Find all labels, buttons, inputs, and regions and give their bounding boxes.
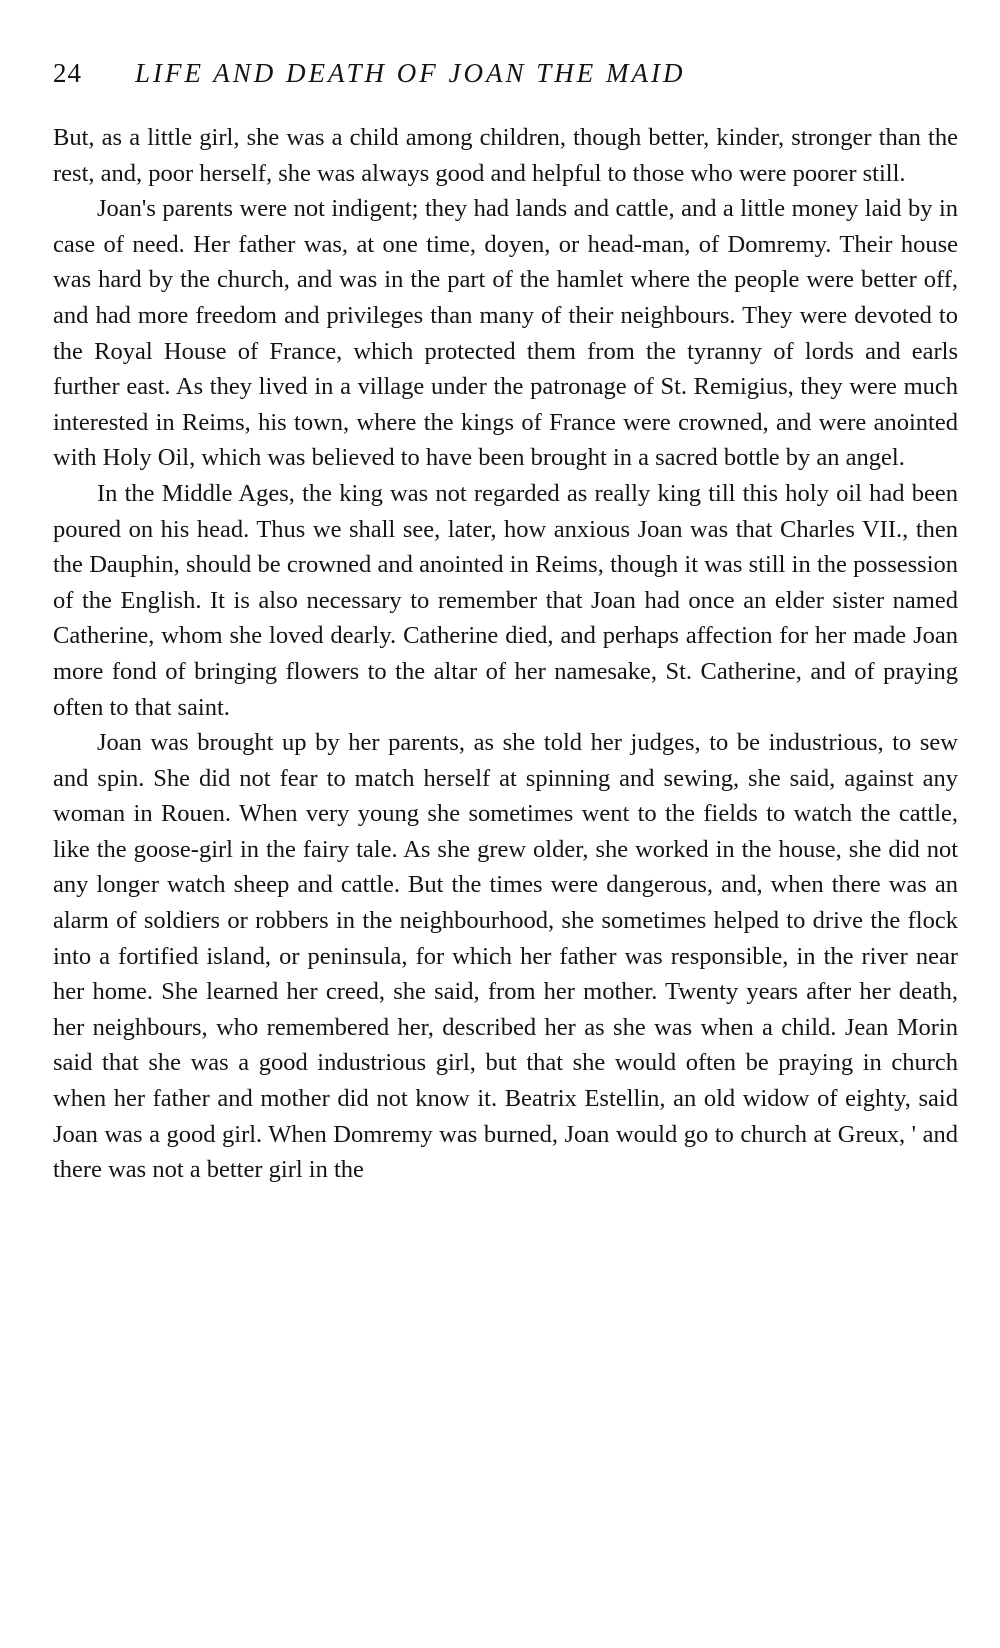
- book-page: [53, 58, 958, 1188]
- paragraph: But, as a little girl, she was a child among children, though better, kinder, stronger than the rest, and, poor herself, she was always good and helpful to those who were poorer still.: [53, 124, 958, 187]
- paragraph: Joan was brought up by her parents, as she told her judges, to be industrious, to sew and spin. She did not fear to match herself at spinning and sewing, she said, against any woman in Rouen. When very young she sometimes went to the fields to watch the cattle, like the goose-girl in the fairy tale. As she grew older, she worked in the house, she did not any longer watch sheep and cattle. But the times were dangerous, and, when there was an alarm of soldiers or robbers in the neighbourhood, she sometimes helped to drive the flock into a fortified island, or peninsula, for which her father was responsible, in the river near her home. She learned her creed, she said, from her mother. Twenty years after her death, her neighbours, who remembered her, described her as she was when a child. Jean Morin said that she was a good industrious girl, but that she would often be praying in church when her father and mother did not know it. Beatrix Estellin, an old widow of eighty, said Joan was a good girl. When Domremy was burned, Joan would go to church at Greux, ' and there was not a better girl in the: [53, 729, 958, 1184]
- running-head: [53, 58, 958, 98]
- paragraph: Joan's parents were not indigent; they had lands and cattle, and a little money laid by in case of need. Her father was, at one time, doyen, or head-man, of Domremy. Their house was hard by the church, and was in the part of the hamlet where the people were better off, and had more freedom and privileges than many of their neighbours. They were devoted to the Royal House of France, which protected them from the tyranny of lords and earls further east. As they lived in a village under the patronage of St. Remigius, they were much interested in Reims, his town, where the kings of France were crowned, and were anointed with Holy Oil, which was believed to have been brought in a sacred bottle by an angel.: [53, 195, 958, 472]
- paragraph: In the Middle Ages, the king was not regarded as really king till this holy oil had been poured on his head. Thus we shall see, later, how anxious Joan was that Charles VII., then the Dauphin, should be crowned and anointed in Reims, though it was still in the possession of the English. It is also necessary to remember that Joan had once an elder sister named Catherine, whom she loved dearly. Catherine died, and perhaps affection for her made Joan more fond of bringing flowers to the altar of her namesake, St. Catherine, and of praying often to that saint.: [53, 479, 958, 721]
- running-title: LIFE AND DEATH OF JOAN THE MAID: [135, 58, 686, 88]
- body-text: [53, 120, 958, 1188]
- page-number: 24: [53, 58, 82, 88]
